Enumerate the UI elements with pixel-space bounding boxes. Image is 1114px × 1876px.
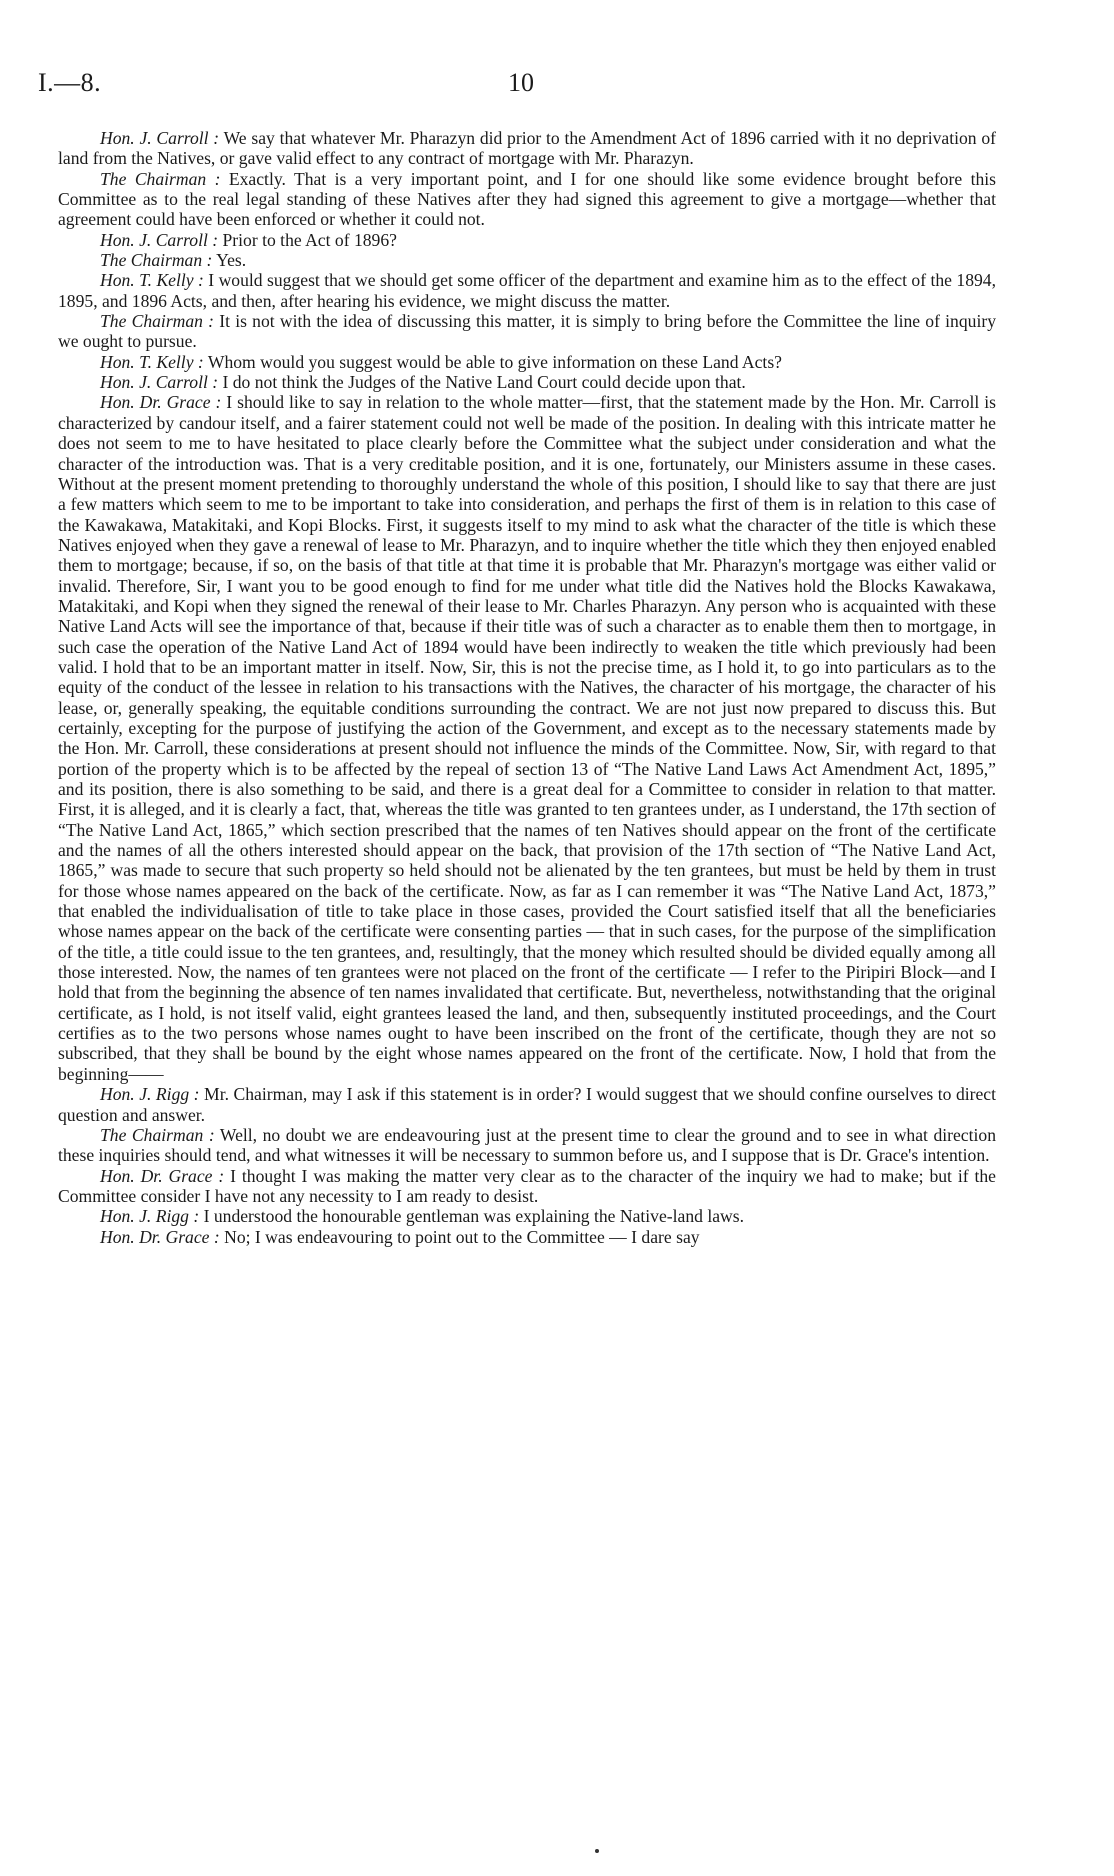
speech-text: No; I was endeavouring to point out to the Committee — I dare say <box>219 1226 700 1247</box>
speaker-name: Hon. J. Carroll : <box>100 128 220 148</box>
paragraph <box>58 1206 996 1226</box>
speech-text: Prior to the Act of 1896? <box>218 229 397 250</box>
speech-text: I would suggest that we should get some officer of the department and examine him as to the effect of the 1894, 1895, and 1896 Acts, and then, after hearing his evidence, we might discuss the matter. <box>58 270 996 311</box>
paragraph <box>58 270 996 311</box>
paragraph <box>58 169 996 230</box>
speech-text: I understood the honourable gentleman was explaining the Native-land laws. <box>199 1206 744 1227</box>
paragraph <box>58 1125 996 1166</box>
transcript-body <box>58 128 996 1247</box>
page-header <box>38 68 1008 108</box>
speech-text: Yes. <box>212 250 247 271</box>
paragraph <box>58 1166 996 1207</box>
document-reference: I.—8. <box>38 68 102 97</box>
speaker-name: The Chairman : <box>100 168 221 189</box>
speaker-name: Hon. J. Carroll : <box>100 229 219 250</box>
speaker-name: Hon. J. Rigg : <box>100 1084 200 1105</box>
paragraph <box>58 1084 996 1125</box>
speech-text: I thought I was making the matter very clear as to the character of the inquiry we had to make; but if the Committee consider I have not any necessity to I am ready to desist. <box>58 1165 996 1206</box>
paragraph <box>58 128 996 169</box>
paragraph <box>58 250 996 270</box>
speaker-name: Hon. Dr. Grace : <box>100 392 222 413</box>
speaker-name: The Chairman : <box>100 311 215 332</box>
paragraph <box>58 392 996 1084</box>
speaker-name: Hon. Dr. Grace : <box>100 1165 225 1186</box>
speaker-name: Hon. T. Kelly : <box>100 270 204 291</box>
paragraph <box>58 230 996 250</box>
page-mark <box>595 1849 599 1853</box>
speaker-name: Hon. J. Carroll : <box>100 372 219 393</box>
speech-text: I do not think the Judges of the Native Land Court could decide upon that. <box>218 372 746 393</box>
speech-text: Whom would you suggest would be able to give information on these Land Acts? <box>203 351 782 372</box>
paragraph <box>58 1227 996 1247</box>
speech-text: Well, no doubt we are endeavouring just at the present time to clear the ground and to see in what direction these inquiries should tend, and what witnesses it will be necessary to summon before us, and I suppose that is Dr. Grace's intention. <box>58 1124 996 1166</box>
paragraph <box>58 352 996 372</box>
speaker-name: Hon. J. Rigg : <box>100 1206 200 1227</box>
page-number: 10 <box>508 68 534 97</box>
speaker-name: Hon. T. Kelly : <box>100 351 204 372</box>
speech-text: Exactly. That is a very important point, and I for one should like some evidence brought before this Committee as to the real legal standing of these Natives after they had signed this agreement to give a mortgage—whether that agreement could have been enforced or whether it could not. <box>58 168 996 230</box>
speech-text: We say that whatever Mr. Pharazyn did prior to the Amendment Act of 1896 carried with it no deprivation of land from the Natives, or gave valid effect to any contract of mortgage with Mr. Pharazyn. <box>58 128 996 169</box>
speaker-name: The Chairman : <box>100 250 213 271</box>
speech-text: It is not with the idea of discussing this matter, it is simply to bring before the Committee the line of inquiry we ought to pursue. <box>58 311 996 352</box>
paragraph <box>58 372 996 392</box>
speech-text: Mr. Chairman, may I ask if this statement is in order? I would suggest that we should confine ourselves to direct question and answer. <box>58 1084 996 1125</box>
speaker-name: The Chairman : <box>100 1124 215 1145</box>
speaker-name: Hon. Dr. Grace : <box>100 1226 220 1247</box>
paragraph <box>58 311 996 352</box>
speech-text: I should like to say in relation to the whole matter—first, that the statement made by the Hon. Mr. Carroll is characterized by candour itself, and a fairer statement could not well be made of the position. In dealing with this intricate matter he does not seem to me to have hesitated to place clearly before the Committee what the subject under consideration and what the character of the introduction was. That is a very creditable position, and it is one, fortunately, our Ministers assume in these cases. Without at the present moment pretending to thoroughly understand the whole of this position, I should like to say that there are just a few matters which seem to me to be important to take into consideration, and perhaps the first of them is in relation to this case of the Kawakawa, Matakitaki, and Kopi Blocks. First, it suggests itself to my mind to ask what the character of the title is which these Natives enjoyed when they gave a renewal of lease to Mr. Pharazyn, and to inquire whether the title which they then enjoyed enabled them to mortgage; because, if so, on the basis of that title at that time it is probable that Mr. Pharazyn's mortgage was either valid or invalid. Therefore, Sir, I want you to be good enough to find for me under what title did the Natives hold the Blocks Kawakawa, Matakitaki, and Kopi when they signed the renewal of their lease to Mr. Charles Pharazyn. Any person who is acquainted with these Native Land Acts will see the importance of that, because if their title was of such a character as to enable them then to mortgage, in such case the operation of the Native Land Act of 1894 would have been indirectly to weaken the title which previously had been valid. I hold that to be an important matter in itself. Now, Sir, this is not the precise time, as I hold it, to go into particulars as to the equity of the conduct of the lessee in relation to his transactions with the Natives, the character of his mortgage, the character of his lease, or, generally speaking, the equitable conditions surrounding the contract. We are not just now prepared to discuss this. But certainly, excepting for the purpose of justifying the action of the Government, and except as to the necessary statements made by the Hon. Mr. Carroll, these considerations at present should not influence the minds of the Committee. Now, Sir, with regard to that portion of the property which is to be affected by the repeal of section 13 of “The Native Land Laws Act Amendment Act, 1895,” and its position, there is also something to be said, and there is a great deal for a Committee to consider in relation to that matter. First, it is alleged, and it is clearly a fact, that, whereas the title was granted to ten grantees under, as I understand, the 17th section of “The Native Land Act, 1865,” which section prescribed that the names of ten Natives should appear on the front of the certificate and the names of all the others interested should appear on the back, that provision of the 17th section of “The Native Land Act, 1865,” was made to secure that such property so held should not be alienated by the ten grantees, but must be held by them in trust for those whose names appeared on the back of the certificate. Now, as far as I can remember it was “The Native Land Act, 1873,” that enabled the individualisation of title to take place in those cases, provided the Court satisfied itself that all the beneficiaries whose names appear on the back of the certificate were consenting parties — that in such cases, for the purpose of the simplification of the title, a title could issue to the ten grantees, and, resultingly, that the money which resulted should be divided equally among all those interested. Now, the names of ten grantees were not placed on the front of the certificate — I refer to the Piripiri Block—and I hold that from the beginning the absence of ten names invalidated that certificate. But, nevertheless, notwithstanding that the original certificate, as I hold, is not itself valid, eight grantees leased the land, and then, subsequently instituted proceedings, and the Court certifies as to the two persons whose names ought to have been inscribed on the front of the certificate, though they are not so subscribed, that they shall be bound by the eight whose names appeared on the front of the certificate. Now, I hold that from the beginning—— <box>58 392 997 1084</box>
